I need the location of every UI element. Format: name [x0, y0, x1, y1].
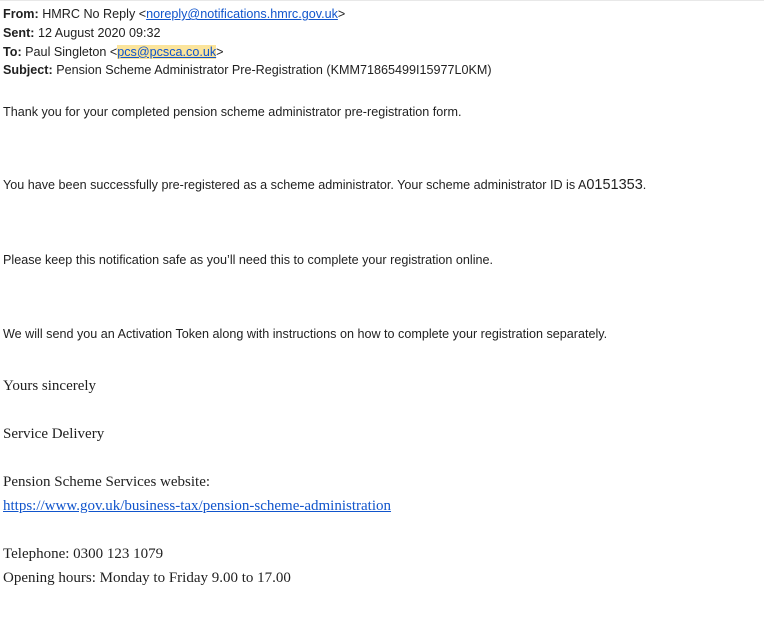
- to-line: [3, 43, 492, 62]
- subject-label: Subject:: [3, 63, 53, 78]
- from-name: HMRC No Reply: [42, 7, 136, 21]
- to-bracket-open: <: [109, 44, 118, 59]
- from-label: From:: [3, 7, 39, 21]
- to-label: To:: [3, 44, 22, 59]
- to-name: Paul Singleton: [25, 44, 107, 59]
- registered-paragraph: [3, 176, 646, 195]
- signature: Service Delivery: [3, 426, 105, 442]
- to-email-link[interactable]: pcs@pcsca.co.uk: [117, 44, 217, 59]
- sent-label: Sent:: [3, 25, 35, 40]
- opening-hours: Opening hours: Monday to Friday 9.00 to 17.00: [3, 570, 291, 586]
- subject-line: [3, 61, 492, 80]
- subject-value: Pension Scheme Administrator Pre-Registration (KMM71865499I15977L0KM): [56, 63, 492, 78]
- keep-safe-paragraph: Please keep this notification safe as you’ll need this to complete your registration online.: [3, 253, 494, 267]
- website-block: [3, 470, 391, 518]
- registered-period: .: [642, 178, 647, 192]
- header-divider: [0, 0, 764, 1]
- registered-text: You have been successfully pre-registered as a scheme administrator. Your scheme administrator ID is A: [3, 178, 587, 192]
- from-email-link[interactable]: noreply@notifications.hmrc.gov.uk: [146, 7, 338, 21]
- sent-line: [3, 24, 492, 43]
- email-header: [3, 5, 492, 80]
- to-bracket-close: >: [216, 44, 224, 59]
- website-label: Pension Scheme Services website:: [3, 474, 211, 490]
- sign-off: Yours sincerely: [3, 378, 97, 394]
- from-line: [3, 5, 492, 24]
- telephone: Telephone: 0300 123 1079: [3, 546, 164, 562]
- admin-id: 0151353: [586, 177, 643, 193]
- contact-block: [3, 542, 291, 590]
- activation-paragraph: We will send you an Activation Token along with instructions on how to complete your registration separately.: [3, 327, 608, 341]
- from-bracket-open: <: [138, 7, 147, 21]
- thanks-paragraph: Thank you for your completed pension scheme administrator pre-registration form.: [3, 105, 462, 119]
- website-link[interactable]: https://www.gov.uk/business-tax/pension-scheme-administration: [3, 498, 392, 514]
- sent-value: 12 August 2020 09:32: [37, 25, 161, 40]
- from-bracket-close: >: [337, 7, 346, 21]
